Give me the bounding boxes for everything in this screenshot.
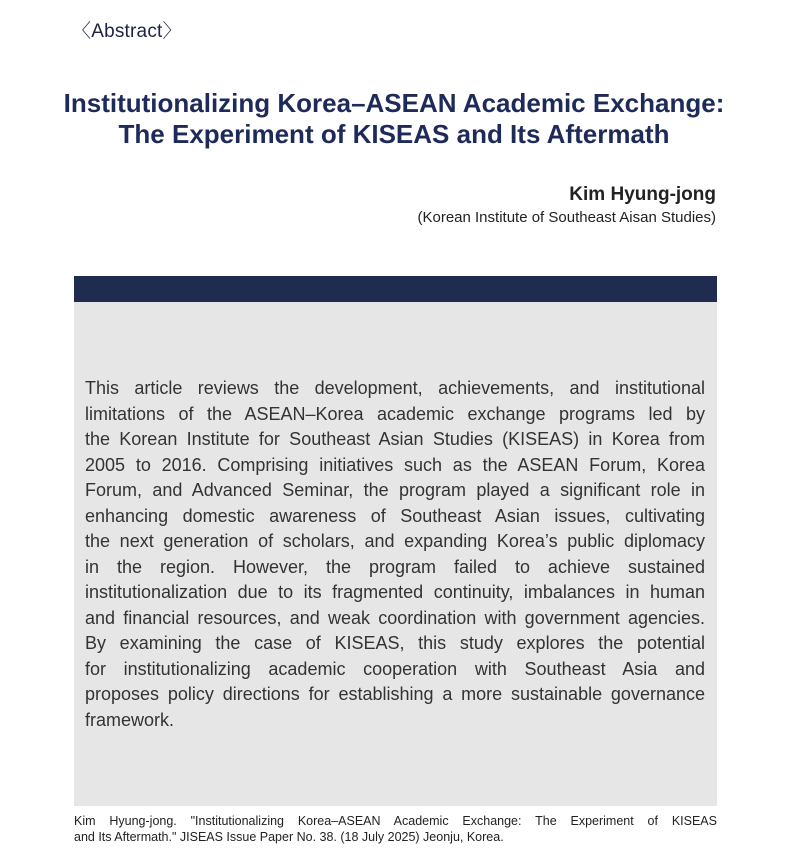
abstract-line: the Korean Institute for Southeast Asian Studies (KISEAS) in Korea from bbox=[85, 429, 705, 449]
author-name: Kim Hyung-jong bbox=[569, 184, 716, 205]
abstract-text bbox=[85, 376, 705, 733]
title-line-2: The Experiment of KISEAS and Its Aftermath bbox=[118, 119, 670, 149]
abstract-line: for institutionalizing academic cooperation with Southeast Asia and bbox=[85, 658, 705, 679]
abstract-line: in the region. However, the program failed to achieve sustained bbox=[85, 556, 705, 577]
abstract-line: the next generation of scholars, and expanding Korea’s public diplomacy bbox=[85, 531, 705, 551]
citation bbox=[74, 813, 717, 845]
abstract-line: 2005 to 2016. Comprising initiatives such as the ASEAN Forum, Korea bbox=[85, 454, 705, 475]
citation-line-1: Kim Hyung-jong. "Institutionalizing Korea–ASEAN Academic Exchange: The Experiment of KISEAS bbox=[74, 814, 717, 828]
abstract-line: limitations of the ASEAN–Korea academic exchange programs led by bbox=[85, 403, 705, 424]
citation-line-2: and Its Aftermath." JISEAS Issue Paper No. 38. (18 July 2025) Jeonju, Korea. bbox=[74, 830, 504, 844]
abstract-line: enhancing domestic awareness of Southeast Asian issues, cultivating bbox=[85, 505, 705, 526]
abstract-line: Forum, and Advanced Seminar, the program played a significant role in bbox=[85, 480, 705, 500]
paper-title bbox=[40, 88, 748, 150]
abstract-line: institutionalization due to its fragmented continuity, imbalances in human bbox=[85, 582, 705, 602]
abstract-line: proposes policy directions for establishing a more sustainable governance bbox=[85, 684, 705, 704]
abstract-line: and financial resources, and weak coordination with government agencies. bbox=[85, 607, 705, 628]
abstract-header-bar bbox=[74, 276, 717, 302]
section-label: 〈Abstract〉 bbox=[72, 21, 182, 42]
abstract-line: framework. bbox=[85, 709, 175, 730]
abstract-box bbox=[74, 276, 717, 806]
abstract-line: This article reviews the development, achievements, and institutional bbox=[85, 378, 705, 398]
abstract-line: By examining the case of KISEAS, this study explores the potential bbox=[85, 633, 705, 653]
title-line-1: Institutionalizing Korea–ASEAN Academic Exchange: bbox=[63, 88, 725, 118]
author-affiliation: (Korean Institute of Southeast Aisan Studies) bbox=[417, 209, 716, 226]
